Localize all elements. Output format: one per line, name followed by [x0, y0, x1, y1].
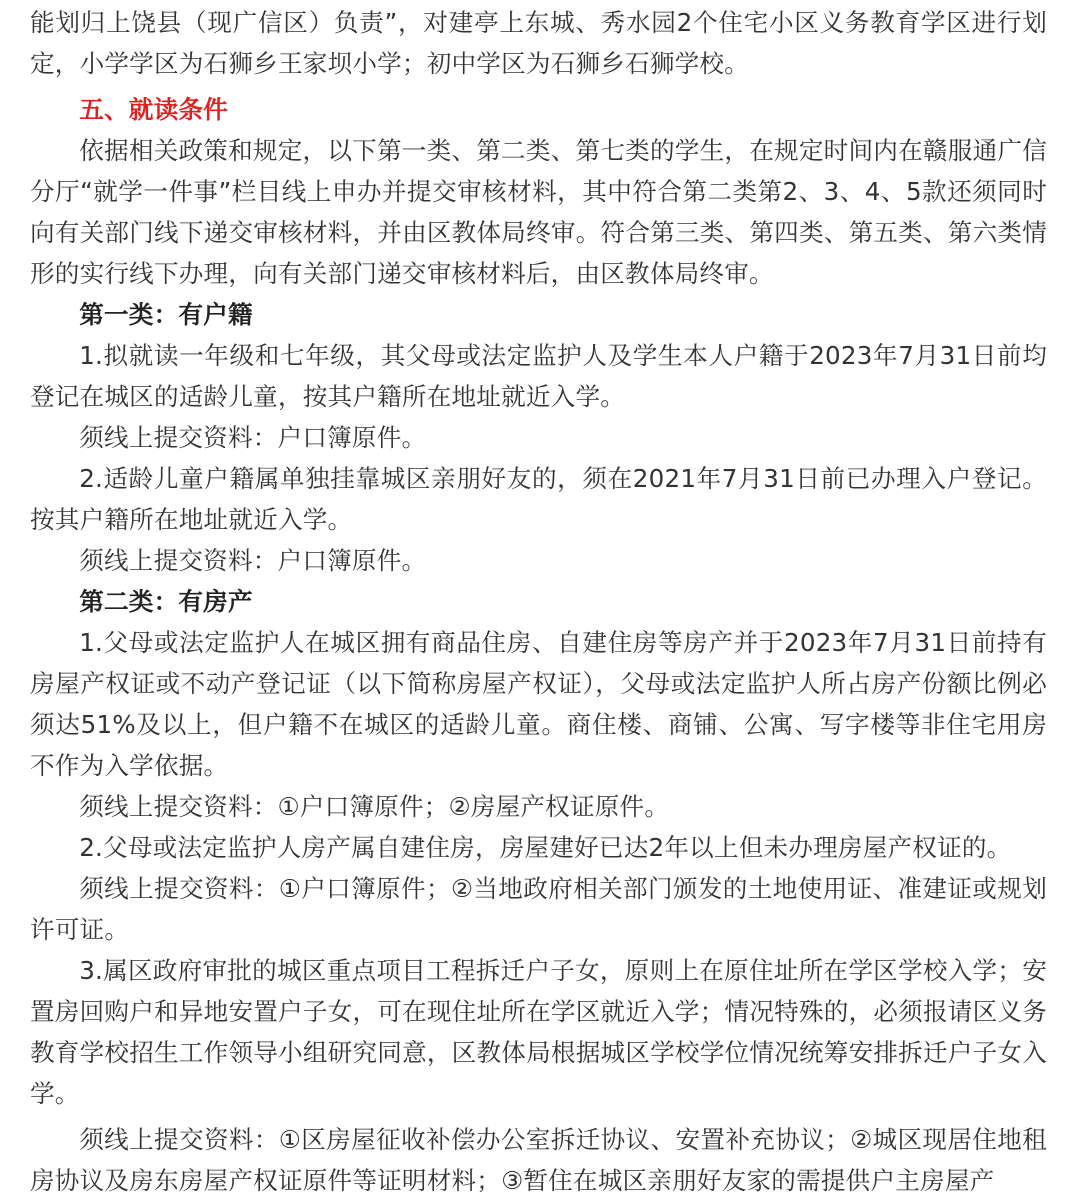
paragraph-category2-item2-materials: 须线上提交资料：①户口簿原件；②当地政府相关部门颁发的土地使用证、准建证或规划许可证。 [30, 874, 1047, 944]
paragraph-category2-item2: 2.父母或法定监护人房产属自建住房，房屋建好已达2年以上但未办理房屋产权证的。 [79, 833, 1012, 862]
section-heading-enrollment-conditions: 五、就读条件 [79, 95, 228, 124]
paragraph-category2-item3-materials: 须线上提交资料：①区房屋征收补偿办公室拆迁协议、安置补充协议；②城区现居住地租房协议及房东房屋产权证原件等证明材料；③暂住在城区亲朋好友家的需提供户主房屋产 [30, 1125, 1047, 1195]
subheading-category-household-registration: 第一类：有户籍 [79, 300, 253, 329]
paragraph-category1-item1-materials: 须线上提交资料：户口簿原件。 [79, 423, 427, 452]
paragraph-category1-item2: 2.适龄儿童户籍属单独挂靠城区亲朋好友的，须在2021年7月31日前已办理入户登记。按其户籍所在地址就近入学。 [30, 464, 1047, 534]
paragraph-category1-item1: 1.拟就读一年级和七年级，其父母或法定监护人及学生本人户籍于2023年7月31日前均登记在城区的适龄儿童，按其户籍所在地址就近入学。 [30, 341, 1047, 411]
paragraph-category2-item3: 3.属区政府审批的城区重点项目工程拆迁户子女，原则上在原住址所在学区学校入学；安置房回购户和异地安置户子女，可在现住址所在学区就近入学；情况特殊的，必须报请区义务教育学校招生工作领导小组研究同意，区教体局根据城区学校学位情况统筹安排拆迁户子女入学。 [30, 956, 1047, 1108]
paragraph-category2-item1-materials: 须线上提交资料：①户口簿原件；②房屋产权证原件。 [79, 792, 670, 821]
paragraph-category1-item2-materials: 须线上提交资料：户口簿原件。 [79, 546, 427, 575]
paragraph-school-district: 能划归上饶县（现广信区）负责”，对建亭上东城、秀水园2个住宅小区义务教育学区进行划定，小学学区为石狮乡王家坝小学；初中学区为石狮乡石狮学校。 [30, 8, 1047, 78]
paragraph-category2-item1: 1.父母或法定监护人在城区拥有商品住房、自建住房等房产并于2023年7月31日前持有房屋产权证或不动产登记证（以下简称房屋产权证），父母或法定监护人所占房产份额比例必须达51%及以上，但户籍不在城区的适龄儿童。商住楼、商铺、公寓、写字楼等非住宅用房不作为入学依据。 [30, 628, 1047, 780]
subheading-category-property: 第二类：有房产 [79, 587, 253, 616]
paragraph-policy-overview: 依据相关政策和规定，以下第一类、第二类、第七类的学生，在规定时间内在赣服通广信分厅“就学一件事”栏目线上申办并提交审核材料，其中符合第二类第2、3、4、5款还须同时向有关部门线下递交审核材料，并由区教体局终审。符合第三类、第四类、第五类、第六类情形的实行线下办理，向有关部门递交审核材料后，由区教体局终审。 [30, 136, 1047, 288]
